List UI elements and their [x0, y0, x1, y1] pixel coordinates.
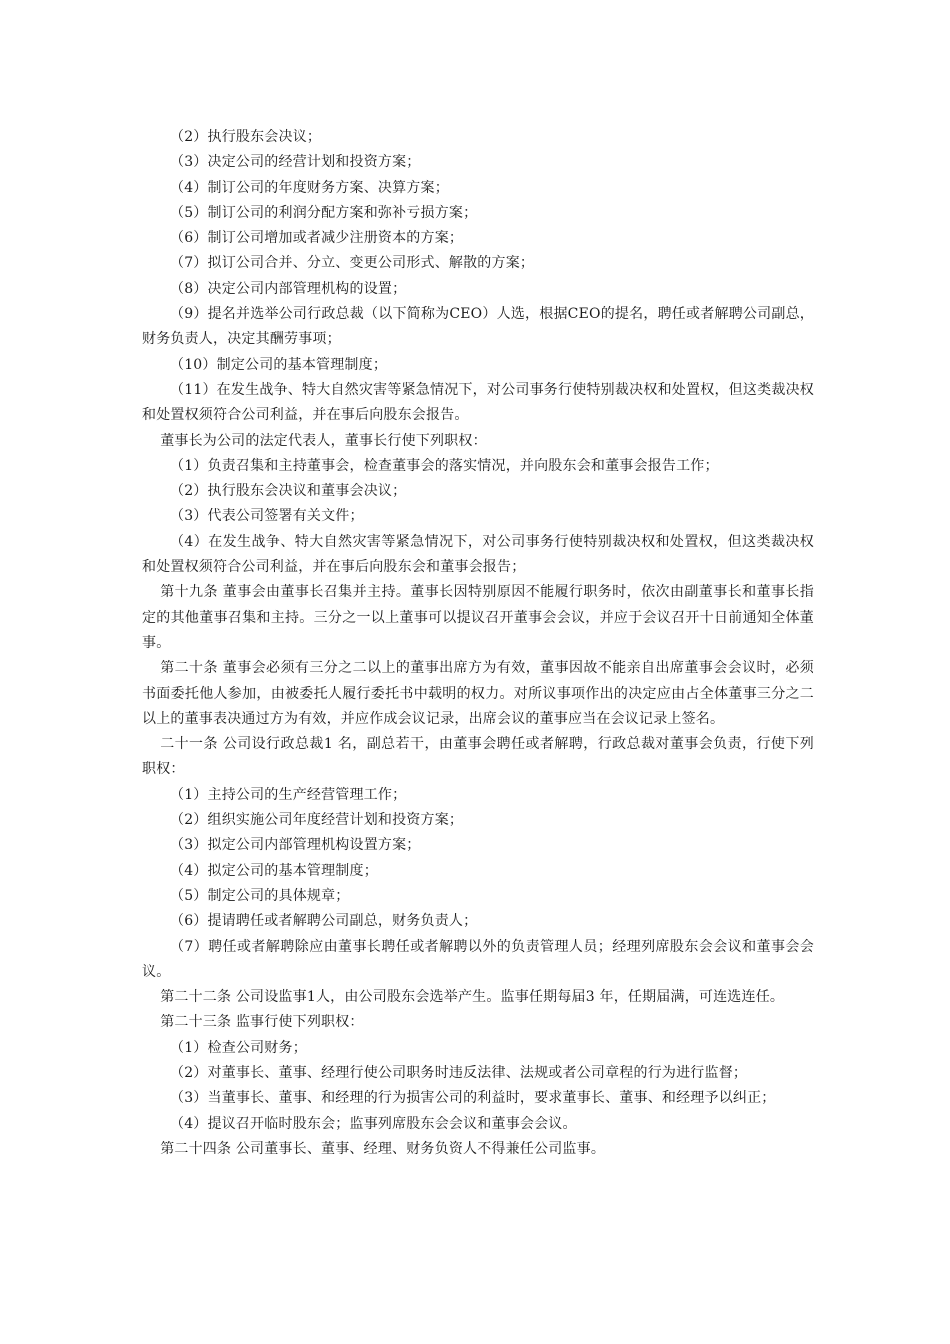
article-21: 二十一条 公司设行政总裁1 名，副总若干，由董事会聘任或者解聘，行政总裁对董事会负责，行使下列职权： — [142, 736, 814, 778]
paragraph: （4）拟定公司的基本管理制度； — [170, 862, 378, 879]
paragraph: （5）制订公司的利润分配方案和弥补亏损方案； — [170, 204, 478, 221]
paragraph: （2）执行股东会决议和董事会决议； — [170, 483, 407, 500]
article-23: 第二十三条 监事行使下列职权： — [160, 1014, 364, 1031]
paragraph: （3）决定公司的经营计划和投资方案； — [170, 154, 421, 171]
article-22: 第二十二条 公司设监事1人，由公司股东会选举产生。监事任期每届3 年，任期届满，可连选连任。 — [160, 989, 785, 1006]
paragraph: （2）组织实施公司年度经营计划和投资方案； — [170, 812, 464, 829]
article-20: 第二十条 董事会必须有三分之二以上的董事出席方为有效，董事因故不能亲自出席董事会会议时，必须书面委托他人参加，由被委托人履行委托书中载明的权力。对所议事项作出的决定应由占全体董事三分之二以上的董事表决通过方为有效，并应作成会议记录，出席会议的董事应当在会议记录上签名。 — [142, 660, 814, 727]
paragraph: （3）拟定公司内部管理机构设置方案； — [170, 837, 421, 854]
article-24: 第二十四条 公司董事长、董事、经理、财务负资人不得兼任公司监事。 — [160, 1140, 606, 1157]
paragraph: （7）聘任或者解聘除应由董事长聘任或者解聘以外的负责管理人员；经理列席股东会会议和董事会会议。 — [142, 938, 814, 980]
paragraph: （8）决定公司内部管理机构的设置； — [170, 280, 407, 297]
paragraph: （1）负责召集和主持董事会，检查董事会的落实情况，并向股东会和董事会报告工作； — [170, 457, 719, 474]
article-19: 第十九条 董事会由董事长召集并主持。董事长因特别原因不能履行职务时，依次由副董事长和董事长指定的其他董事召集和主持。三分之一以上董事可以提议召开董事会会议，并应于会议召开十日前通知全体董事。 — [142, 584, 814, 651]
paragraph-lead: 董事长为公司的法定代表人，董事长行使下列职权： — [160, 432, 487, 449]
document-body — [142, 125, 814, 1162]
paragraph: （4）在发生战争、特大自然灾害等紧急情况下，对公司事务行使特别裁决权和处置权，但这类裁决权和处置权须符合公司利益，并在事后向股东会和董事会报告； — [142, 533, 814, 576]
paragraph: （2）对董事长、董事、经理行使公司职务时违反法律、法规或者公司章程的行为进行监督； — [170, 1064, 748, 1081]
paragraph: （1）检查公司财务； — [170, 1039, 307, 1056]
paragraph: （6）制订公司增加或者减少注册资本的方案； — [170, 230, 464, 247]
paragraph: （11）在发生战争、特大自然灾害等紧急情况下，对公司事务行使特别裁决权和处置权，但这类裁决权和处置权须符合公司利益，并在事后向股东会报告。 — [142, 381, 814, 424]
paragraph: （9）提名并选举公司行政总裁（以下简称为CEO）人选，根据CEO的提名，聘任或者解聘公司副总，财务负责人，决定其酬劳事项； — [142, 306, 814, 348]
paragraph: （3）代表公司签署有关文件； — [170, 508, 364, 525]
paragraph: （6）提请聘任或者解聘公司副总，财务负责人； — [170, 913, 478, 930]
paragraph: （4）提议召开临时股东会；监事列席股东会会议和董事会会议。 — [170, 1115, 577, 1132]
paragraph: （5）制定公司的具体规章； — [170, 887, 350, 904]
paragraph: （2）执行股东会决议； — [170, 129, 322, 145]
paragraph: （10）制定公司的基本管理制度； — [170, 356, 388, 373]
paragraph: （3）当董事长、董事、和经理的行为损害公司的利益时，要求董事长、董事、和经理予以纠正； — [170, 1090, 776, 1107]
paragraph: （7）拟订公司合并、分立、变更公司形式、解散的方案； — [170, 255, 535, 272]
paragraph: （1）主持公司的生产经营管理工作； — [170, 786, 407, 803]
paragraph: （4）制订公司的年度财务方案、决算方案； — [170, 179, 449, 196]
